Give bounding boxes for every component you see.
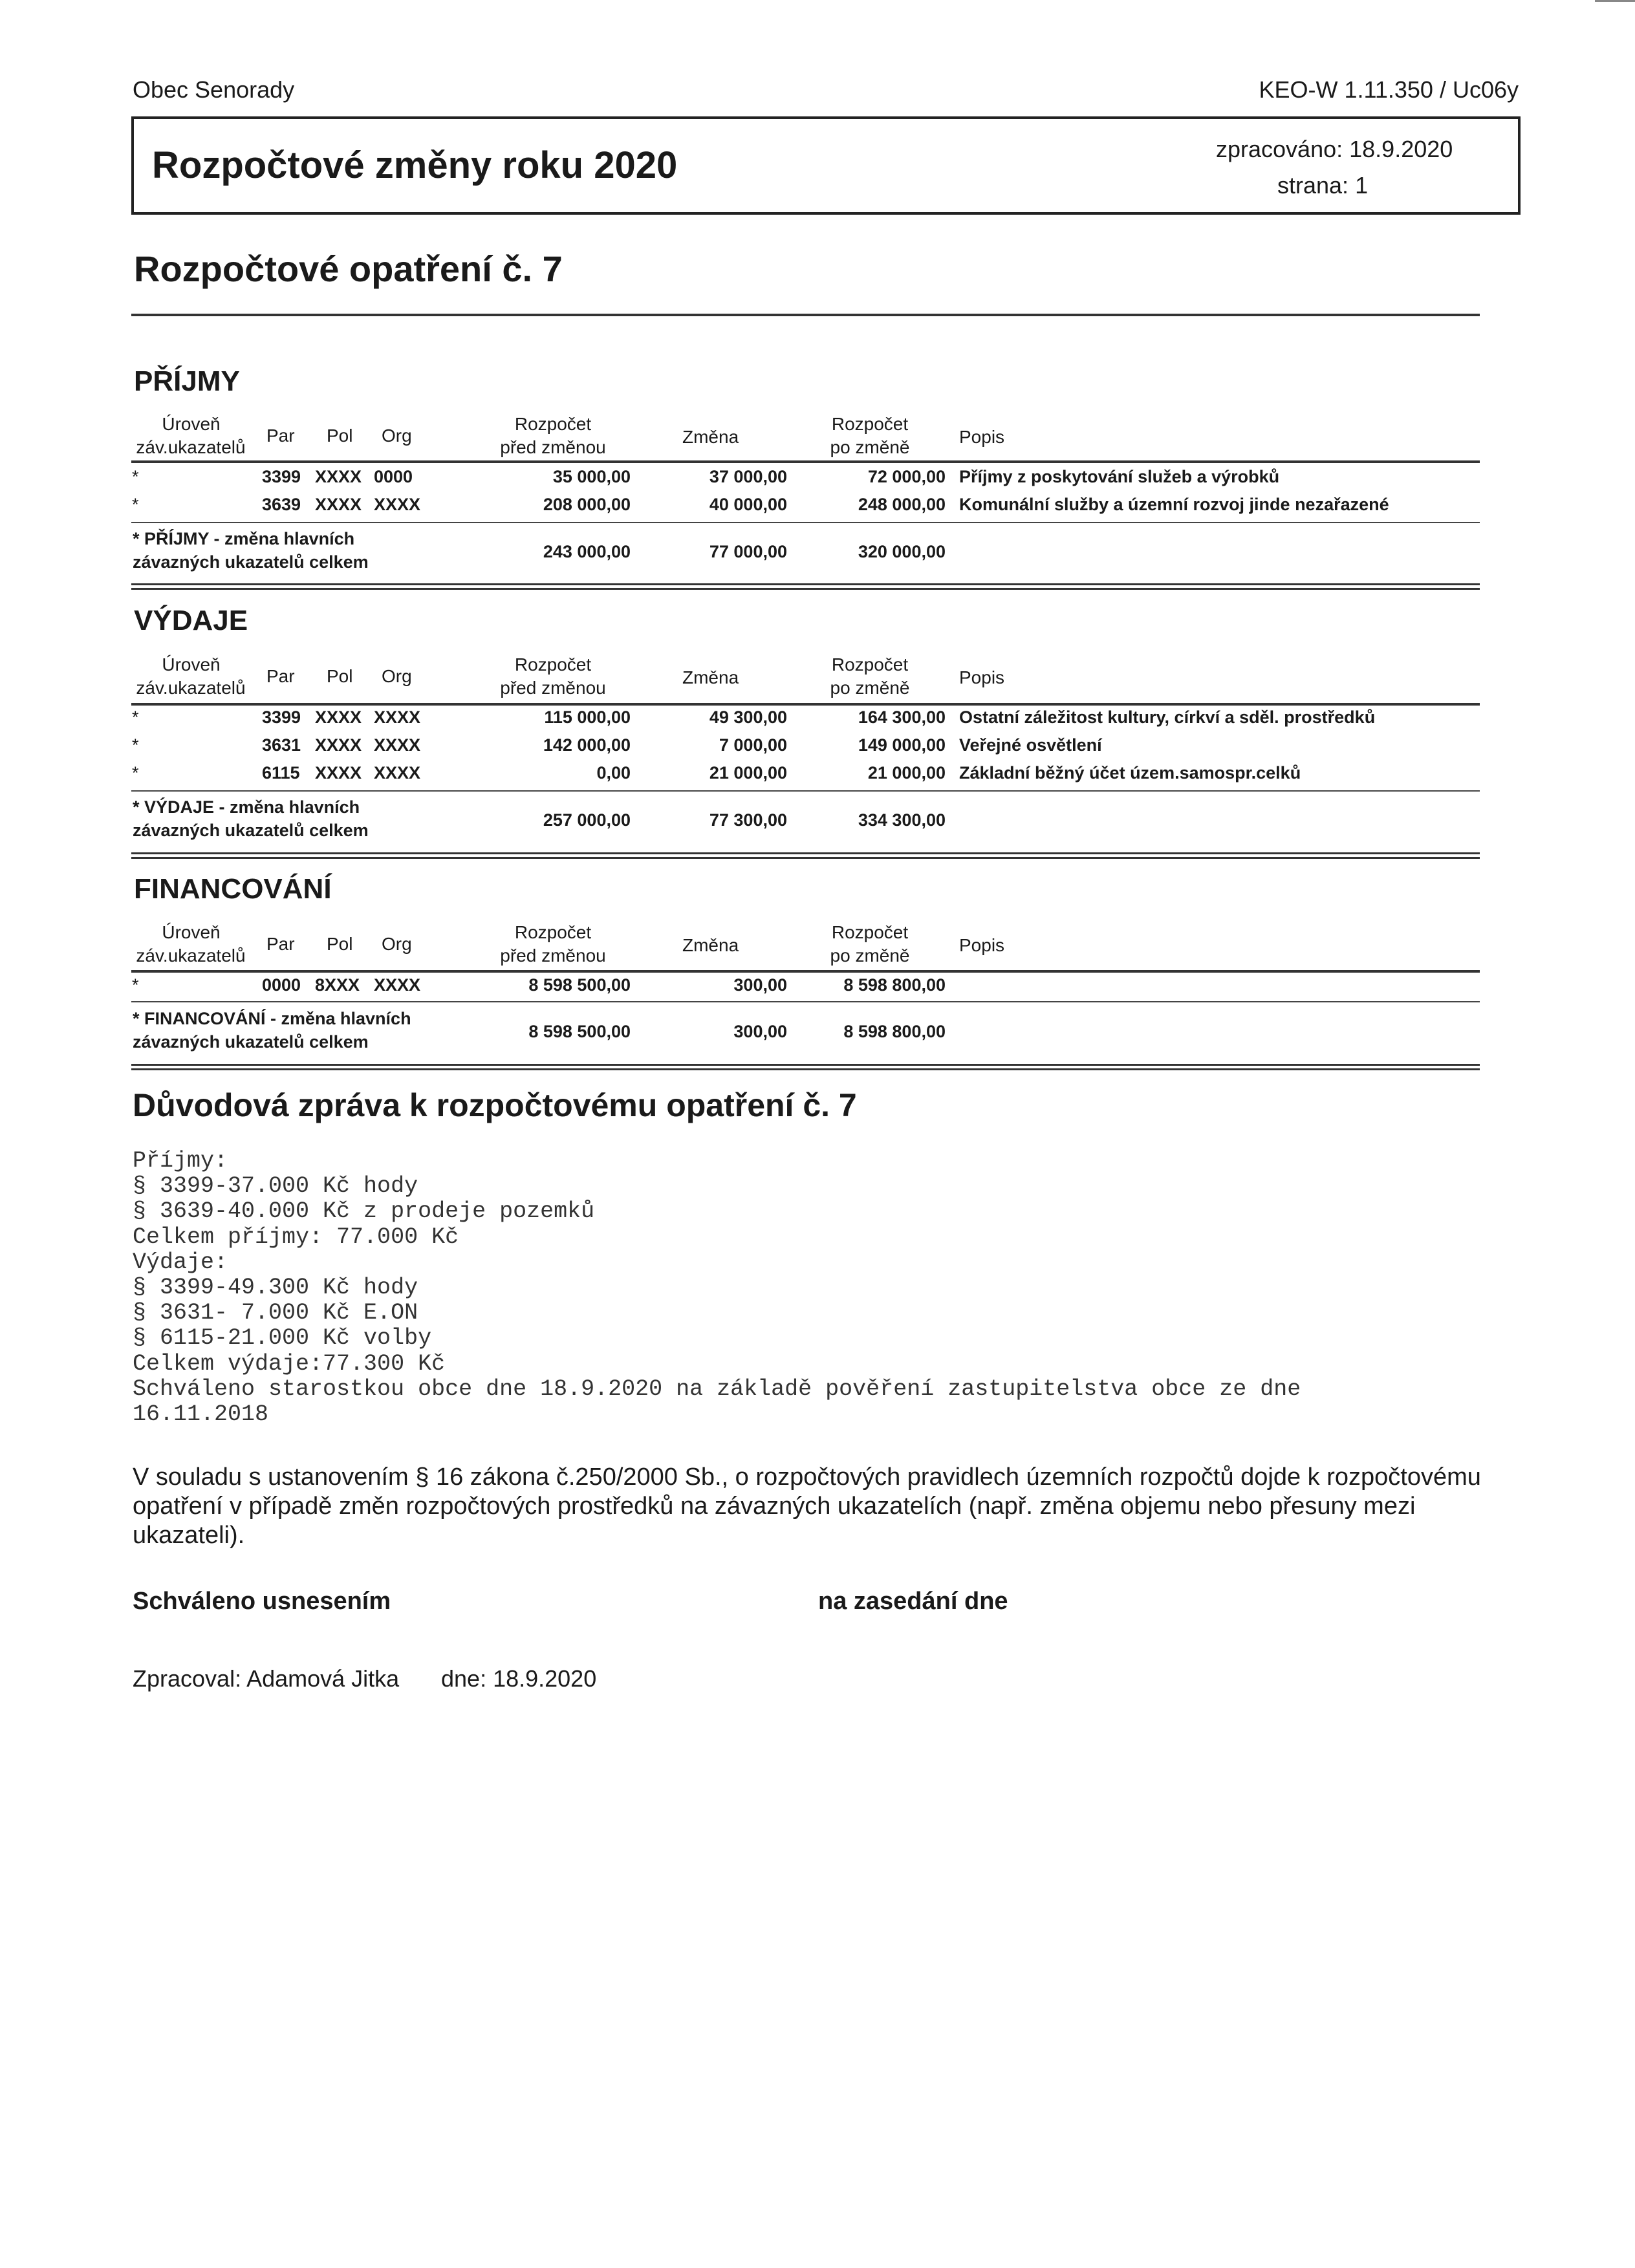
report-line: Celkem výdaje:77.300 Kč <box>133 1350 446 1377</box>
report-line: § 3399-49.300 Kč hody <box>133 1275 418 1301</box>
processed-date: 18.9.2020 <box>1349 136 1453 162</box>
row-org: XXXX <box>374 707 421 727</box>
col-header-desc: Popis <box>959 667 1005 687</box>
row-level-marker: * <box>132 707 139 727</box>
report-line: Příjmy: <box>133 1148 228 1174</box>
title-rule <box>131 314 1480 316</box>
row-after: 21 000,00 <box>867 763 946 783</box>
financovani-total-before: 8 598 500,00 <box>528 1022 631 1041</box>
page-title: Rozpočtové změny roku 2020 <box>152 144 678 186</box>
row-org: XXXX <box>374 495 421 514</box>
col-header-desc: Popis <box>959 935 1005 955</box>
row-change: 21 000,00 <box>709 763 787 783</box>
vydaje-total-change: 77 300,00 <box>709 810 787 830</box>
col-header-level-2: záv.ukazatelů <box>136 437 246 457</box>
row-after: 8 598 800,00 <box>843 975 946 995</box>
approval-meeting-label: na zasedání dne <box>818 1588 1008 1615</box>
vydaje-total-after: 334 300,00 <box>858 810 946 830</box>
row-level-marker: * <box>132 735 139 755</box>
col-header-after-1: Rozpočet <box>831 922 909 942</box>
row-change: 40 000,00 <box>709 495 787 514</box>
row-description: Ostatní záležitost kultury, církví a sděl. prostředků <box>959 707 1376 727</box>
financovani-section-title: FINANCOVÁNÍ <box>134 873 332 905</box>
col-header-before-2: před změnou <box>500 945 606 966</box>
vydaje-total-label-1: * VÝDAJE - změna hlavních <box>133 797 360 817</box>
row-before: 115 000,00 <box>544 707 631 727</box>
row-after: 72 000,00 <box>867 467 946 486</box>
report-line: Schváleno starostkou obce dne 18.9.2020 na základě pověření zastupitelstva obce ze dne <box>133 1376 1301 1402</box>
financovani-total-after: 8 598 800,00 <box>843 1022 946 1041</box>
approval-resolution-label: Schváleno usnesením <box>133 1588 391 1615</box>
col-header-par: Par <box>266 934 295 954</box>
col-header-after-1: Rozpočet <box>831 414 909 434</box>
financovani-total-rule <box>131 1001 1480 1002</box>
row-pol: 8XXX <box>315 975 360 995</box>
col-header-before-1: Rozpočet <box>514 654 592 675</box>
row-org: XXXX <box>374 763 421 783</box>
row-level-marker: * <box>132 467 139 486</box>
prijmy-total-label-1: * PŘÍJMY - změna hlavních <box>133 529 355 548</box>
row-before: 208 000,00 <box>543 495 631 514</box>
prijmy-total-change: 77 000,00 <box>709 542 787 561</box>
row-pol: XXXX <box>315 495 362 514</box>
system-code: KEO-W 1.11.350 / Uc06y <box>1259 76 1519 103</box>
row-par: 3399 <box>262 707 301 727</box>
prijmy-total-after: 320 000,00 <box>858 542 946 561</box>
municipality-name: Obec Senorady <box>133 76 295 103</box>
vydaje-total-before: 257 000,00 <box>543 810 631 830</box>
col-header-change: Změna <box>682 427 739 447</box>
row-after: 149 000,00 <box>858 735 946 755</box>
col-header-org: Org <box>382 934 412 954</box>
col-header-desc: Popis <box>959 427 1005 447</box>
processed-info <box>1216 136 1453 163</box>
row-change: 300,00 <box>733 975 787 995</box>
row-before: 8 598 500,00 <box>528 975 631 995</box>
report-line: § 3631- 7.000 Kč E.ON <box>133 1300 418 1326</box>
financovani-total-label-2: závazných ukazatelů celkem <box>133 1032 369 1052</box>
financovani-total-change: 300,00 <box>733 1022 787 1041</box>
row-description: Veřejné osvětlení <box>959 735 1102 755</box>
row-pol: XXXX <box>315 735 362 755</box>
row-description: Příjmy z poskytování služeb a výrobků <box>959 467 1280 486</box>
row-par: 3631 <box>262 735 301 755</box>
col-header-pol: Pol <box>327 666 353 686</box>
corner-mark <box>1595 0 1635 2</box>
row-pol: XXXX <box>315 467 362 486</box>
col-header-after-1: Rozpočet <box>831 654 909 675</box>
financovani-header-rule <box>131 970 1480 973</box>
vydaje-total-rule <box>131 790 1480 792</box>
prijmy-header-rule <box>131 460 1480 463</box>
report-line: Výdaje: <box>133 1249 228 1275</box>
row-description: Komunální služby a územní rozvoj jinde nezařazené <box>959 495 1389 514</box>
page-info <box>1277 172 1368 199</box>
col-header-before-2: před změnou <box>500 678 606 698</box>
row-par: 0000 <box>262 975 301 995</box>
row-level-marker: * <box>132 763 139 783</box>
row-par: 3639 <box>262 495 301 514</box>
financovani-total-label-1: * FINANCOVÁNÍ - změna hlavních <box>133 1009 411 1028</box>
row-after: 164 300,00 <box>858 707 946 727</box>
col-header-par: Par <box>266 666 295 686</box>
col-header-after-2: po změně <box>830 945 910 966</box>
prijmy-section-title: PŘÍJMY <box>134 365 240 397</box>
row-level-marker: * <box>132 975 139 995</box>
col-header-level-1: Úroveň <box>162 922 221 942</box>
col-header-pol: Pol <box>327 934 353 954</box>
col-header-pol: Pol <box>327 426 353 446</box>
report-line: § 6115-21.000 Kč volby <box>133 1325 432 1352</box>
prepared-by: Zpracoval: Adamová Jitka <box>133 1665 400 1692</box>
report-line: § 3639-40.000 Kč z prodeje pozemků <box>133 1198 595 1225</box>
page-number: 1 <box>1355 172 1369 199</box>
report-line: § 3399-37.000 Kč hody <box>133 1173 418 1200</box>
row-pol: XXXX <box>315 707 362 727</box>
report-title: Důvodová zpráva k rozpočtovému opatření č. 7 <box>133 1087 857 1123</box>
row-pol: XXXX <box>315 763 362 783</box>
col-header-after-2: po změně <box>830 678 910 698</box>
col-header-org: Org <box>382 426 412 446</box>
row-after: 248 000,00 <box>858 495 946 514</box>
row-change: 37 000,00 <box>709 467 787 486</box>
col-header-level-2: záv.ukazatelů <box>136 678 246 698</box>
col-header-before-1: Rozpočet <box>514 414 592 434</box>
col-header-level-1: Úroveň <box>162 414 221 434</box>
row-before: 0,00 <box>596 763 631 783</box>
row-org: XXXX <box>374 975 421 995</box>
measure-title: Rozpočtové opatření č. 7 <box>134 248 563 289</box>
vydaje-section-title: VÝDAJE <box>134 605 248 636</box>
col-header-before-1: Rozpočet <box>514 922 592 942</box>
row-before: 142 000,00 <box>543 735 631 755</box>
vydaje-total-label-2: závazných ukazatelů celkem <box>133 821 369 840</box>
vydaje-end-double-rule <box>131 852 1480 859</box>
row-before: 35 000,00 <box>552 467 631 486</box>
report-line: Celkem příjmy: 77.000 Kč <box>133 1224 459 1250</box>
prijmy-end-double-rule <box>131 583 1480 590</box>
col-header-level-2: záv.ukazatelů <box>136 945 246 966</box>
row-level-marker: * <box>132 495 139 514</box>
col-header-after-2: po změně <box>830 437 910 457</box>
row-change: 49 300,00 <box>709 707 787 727</box>
col-header-before-2: před změnou <box>500 437 606 457</box>
row-org: 0000 <box>374 467 413 486</box>
row-change: 7 000,00 <box>719 735 787 755</box>
prijmy-total-label-2: závazných ukazatelů celkem <box>133 552 369 572</box>
col-header-par: Par <box>266 426 295 446</box>
financovani-end-double-rule <box>131 1064 1480 1070</box>
row-par: 6115 <box>262 763 300 783</box>
row-description: Základní běžný účet územ.samospr.celků <box>959 763 1301 783</box>
row-par: 3399 <box>262 467 301 486</box>
prijmy-total-before: 243 000,00 <box>543 542 631 561</box>
processed-label: zpracováno: <box>1216 136 1343 162</box>
report-line: 16.11.2018 <box>133 1401 269 1427</box>
col-header-change: Změna <box>682 667 739 687</box>
row-org: XXXX <box>374 735 421 755</box>
prijmy-total-rule <box>131 522 1480 523</box>
vydaje-header-rule <box>131 703 1480 706</box>
prepared-date: dne: 18.9.2020 <box>441 1665 597 1692</box>
col-header-change: Změna <box>682 935 739 955</box>
col-header-org: Org <box>382 666 412 686</box>
legal-text: V souladu s ustanovením § 16 zákona č.250/2000 Sb., o rozpočtových pravidlech územních rozpočtů dojde k rozpočtovému opatření v případě změn rozpočtových prostředků na závazných ukazatelích (např. změna objemu nebo přesuny mezi ukazateli). <box>133 1463 1481 1549</box>
page-label: strana: <box>1277 172 1349 199</box>
col-header-level-1: Úroveň <box>162 654 221 675</box>
